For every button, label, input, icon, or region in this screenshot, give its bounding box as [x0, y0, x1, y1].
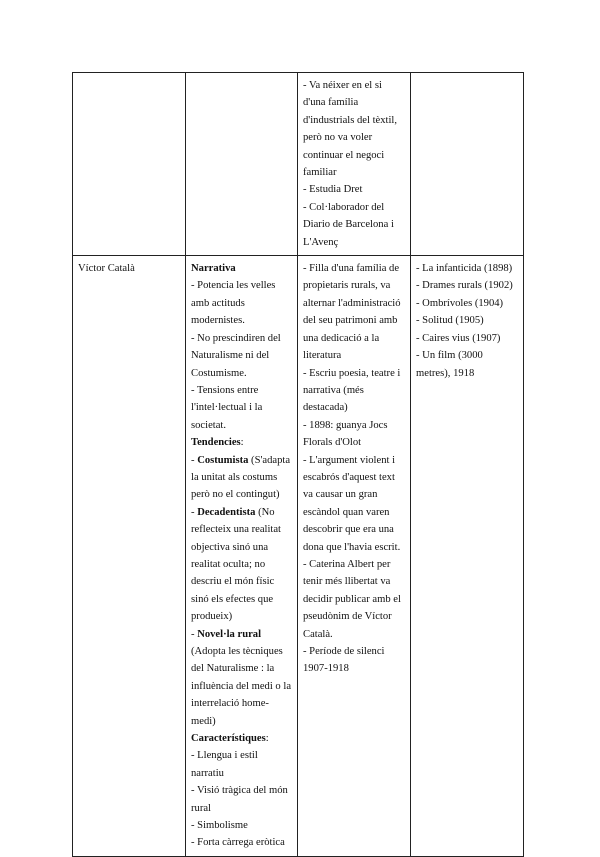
table-cell-works — [411, 73, 524, 256]
tendency-description: (S'adapta la unitat als costums però no el contingut) — [191, 454, 291, 501]
table-row — [73, 73, 524, 256]
biography-item: - Període de silenci 1907-1918 — [303, 646, 385, 675]
caracteristiques-heading: Característiques — [191, 733, 266, 745]
narrativa-item: - Potencia les velles amb actituds modernistes. — [191, 280, 276, 327]
table-cell-biography — [298, 256, 411, 857]
tendency-term: Costumista — [197, 454, 249, 466]
work-item: - Ombrívoles (1904) — [416, 297, 504, 309]
author-name: Víctor Català — [78, 263, 135, 275]
narrativa-item: - Tensions entre l'intel·lectual i la societat. — [191, 384, 263, 431]
table-cell-author — [73, 256, 186, 857]
table-cell-characteristics — [186, 73, 298, 256]
table-cell-biography — [298, 73, 411, 256]
biography-item: - Va néixer en el si d'una família d'industrials del tèxtil, però no va voler continuar el negoci familiar — [303, 80, 398, 179]
tendencies-heading-line — [191, 434, 292, 451]
table-cell-author — [73, 73, 186, 256]
heading-colon: : — [240, 437, 244, 449]
item-dash: - — [191, 506, 198, 518]
narrativa-heading: Narrativa — [191, 263, 236, 275]
tendency-term: Decadentista — [197, 506, 256, 518]
biography-item: - 1898: guanya Jocs Florals d'Olot — [303, 419, 388, 449]
caracteristica-item: - Llengua i estil narratiu — [191, 750, 258, 779]
tendencies-heading: Tendencies — [191, 437, 241, 449]
biography-item: - Caterina Albert per tenir més llibertat va decidir publicar amb el pseudònim de Víctor Català. — [303, 558, 401, 640]
biography-item: - Estudia Dret — [303, 184, 363, 196]
tendency-term: Novel·la rural — [197, 628, 262, 640]
work-item: - Solitud (1905) — [416, 315, 484, 327]
table-cell-characteristics — [186, 256, 298, 857]
tendency-item — [191, 504, 292, 626]
biography-item: - L'argument violent i escabrós d'aquest text va causar un gran escàndol quan varen descobrir que era una dona que l'havia escrit. — [303, 454, 401, 553]
work-item: - La infanticida (1898) — [416, 263, 513, 275]
caracteristiques-heading-line — [191, 730, 292, 747]
tendency-description: (Adopta les tècniques del Naturalisme : la influència del medi o la interrelació home-medi) — [191, 646, 292, 727]
item-dash: - — [191, 628, 198, 640]
biography-item: - Col·laborador del Diario de Barcelona i L'Avenç — [303, 201, 394, 248]
caracteristica-item: - Visió tràgica del món rural — [191, 785, 288, 814]
narrativa-item: - No prescindiren del Naturalisme ni del Costumisme. — [191, 332, 281, 379]
item-dash: - — [191, 454, 198, 466]
work-item: - Drames rurals (1902) — [416, 280, 513, 292]
work-item: - Caires vius (1907) — [416, 332, 501, 344]
tendency-description: (No reflecteix una realitat objectiva sinó una realitat oculta; no descriu el món físic sinó els efectes que produeix) — [191, 506, 281, 623]
biography-item: - Escriu poesia, teatre i narrativa (més destacada) — [303, 367, 401, 414]
caracteristica-item: - Simbolisme — [191, 820, 248, 832]
caracteristica-item: - Forta càrrega eròtica — [191, 837, 285, 849]
heading-colon: : — [265, 733, 269, 745]
tendency-item — [191, 626, 292, 730]
tendency-item — [191, 452, 292, 504]
literature-table — [72, 72, 524, 857]
table-row — [73, 256, 524, 857]
work-item: - Un film (3000 metres), 1918 — [416, 350, 483, 379]
biography-item: - Filla d'una família de propietaris rurals, va alternar l'administració del seu patrimoni amb una dedicació a la literatura — [303, 263, 401, 362]
table-cell-works — [411, 256, 524, 857]
